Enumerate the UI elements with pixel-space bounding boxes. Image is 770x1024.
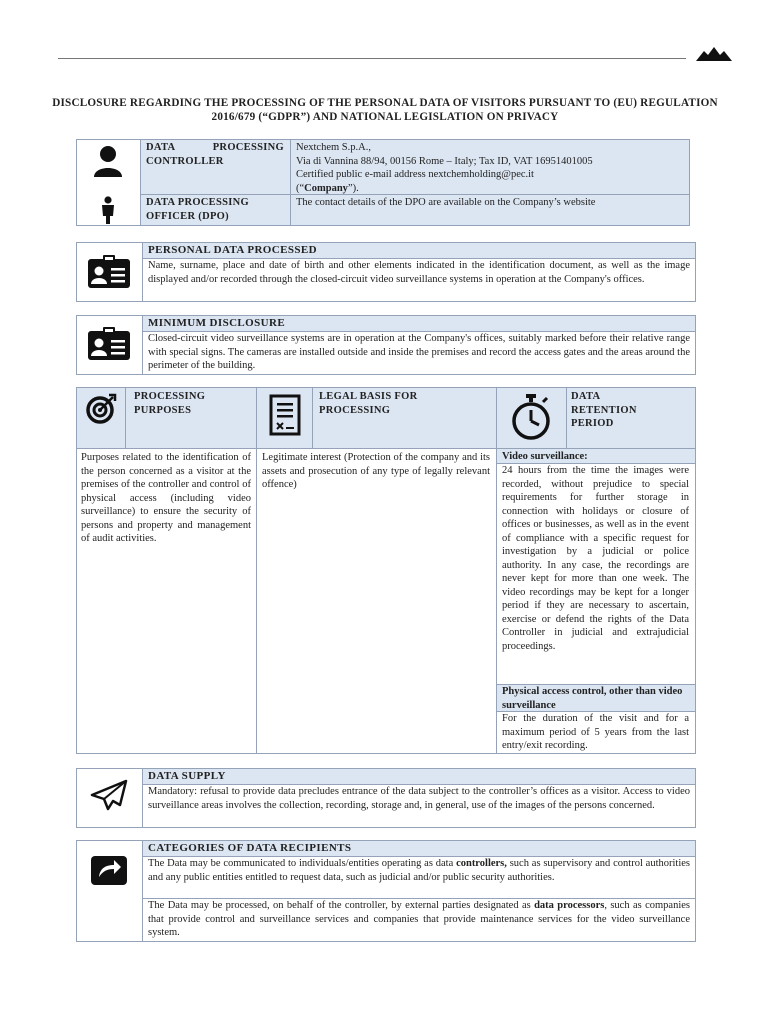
purposes-heading: PROCESSING PURPOSES <box>134 391 206 416</box>
video-surveillance-text: 24 hours from the time the images were recorded, without prejudice to special requirements for further storage in connection with holidays or closure of offices or businesses, as well as in the event of compliance with a specific request for investigation by a judicial or police authority. In any case, the recordings are never kept for more than one week. The video recordings may be kept for a longer period if they are necessary to ascertain, exercise or defend the rights of the Data Controller in judicial and extrajudicial proceedings. <box>502 465 689 652</box>
personal-data-text: Name, surname, place and date of birth and other elements indicated in the identification document, as well as the image displayed and/or recorded through the closed-circuit video surveillance systems in operation at the Company's offices. <box>148 260 690 285</box>
purposes-text: Purposes related to the identification of the person concerned as a visitor at the premises of the controller and control of physical access (including video surveillance) to ensure the security of persons and property and management of audit activities. <box>81 452 251 544</box>
data-recipients-heading: CATEGORIES OF DATA RECIPIENTS <box>148 842 352 854</box>
minimum-disclosure-text: Closed-circuit video surveillance systems are in operation at the Company's offices, suitably marked before their relative range with special signs. The cameras are installed outside and inside the premises and record the access gates and the areas around the perimeter of the building. <box>148 333 690 371</box>
company-logo <box>694 45 734 63</box>
legal-heading: LEGAL BASIS FOR PROCESSING <box>319 391 418 416</box>
video-surveillance-heading: Video surveillance: <box>502 451 588 462</box>
legal-text: Legitimate interest (Protection of the company and its assets and prosecution of any type of legally relevant offence) <box>262 452 490 490</box>
controller-details: Nextchem S.p.A., Via di Vannina 88/94, 00156 Rome – Italy; Tax ID, VAT 16951401005 Certified public e-mail address nextchemholding@pec.it (“Company”). <box>296 142 593 194</box>
physical-access-heading: Physical access control, other than video surveillance <box>502 686 683 711</box>
stopwatch-icon <box>500 389 562 445</box>
data-recipients-text-1: The Data may be communicated to individuals/entities operating as data controllers, such as supervisory and control authorities and any public entities entitled to request data, such as judicial and/or public security authorities. <box>148 858 691 883</box>
physical-access-text: For the duration of the visit and for a maximum period of 5 years from the last entry/exit recording. <box>502 713 689 751</box>
data-supply-text: Mandatory: refusal to provide data precludes entrance of the data subject to the controller’s offices as a visitor. Access to video surveillance areas involves the collection, recording, storage and, in general, use of the images of the persons concerned. <box>148 786 690 811</box>
data-recipients-text-2: The Data may be processed, on behalf of the controller, by external parties designated as data processors, such as companies that provide control and surveillance services and companies that provide maintenance services for the video surveillance system. <box>148 900 690 938</box>
id-card-icon <box>80 250 138 294</box>
retention-heading: DATA RETENTION PERIOD <box>571 391 637 429</box>
controller-label: DATA PROCESSING CONTROLLER <box>146 142 284 167</box>
paper-plane-icon <box>80 772 138 818</box>
data-supply-heading: DATA SUPPLY <box>148 770 226 782</box>
minimum-disclosure-heading: MINIMUM DISCLOSURE <box>148 317 286 329</box>
dpo-text: The contact details of the DPO are available on the Company’s website <box>296 197 596 208</box>
share-icon <box>80 846 138 892</box>
person-icon <box>86 143 130 179</box>
dpo-label: DATA PROCESSING OFFICER (DPO) <box>146 197 250 222</box>
target-icon <box>78 389 124 429</box>
document-icon <box>262 389 308 441</box>
page-title: DISCLOSURE REGARDING THE PROCESSING OF THE PERSONAL DATA OF VISITORS PURSUANT TO (EU) REGULATION 2016/679 (“GDPR”) AND NATIONAL LEGISLATION ON PRIVACY <box>52 97 718 123</box>
header-rule <box>58 58 686 59</box>
id-card-icon <box>80 322 138 366</box>
officer-icon <box>86 194 130 226</box>
personal-data-heading: PERSONAL DATA PROCESSED <box>148 244 317 256</box>
